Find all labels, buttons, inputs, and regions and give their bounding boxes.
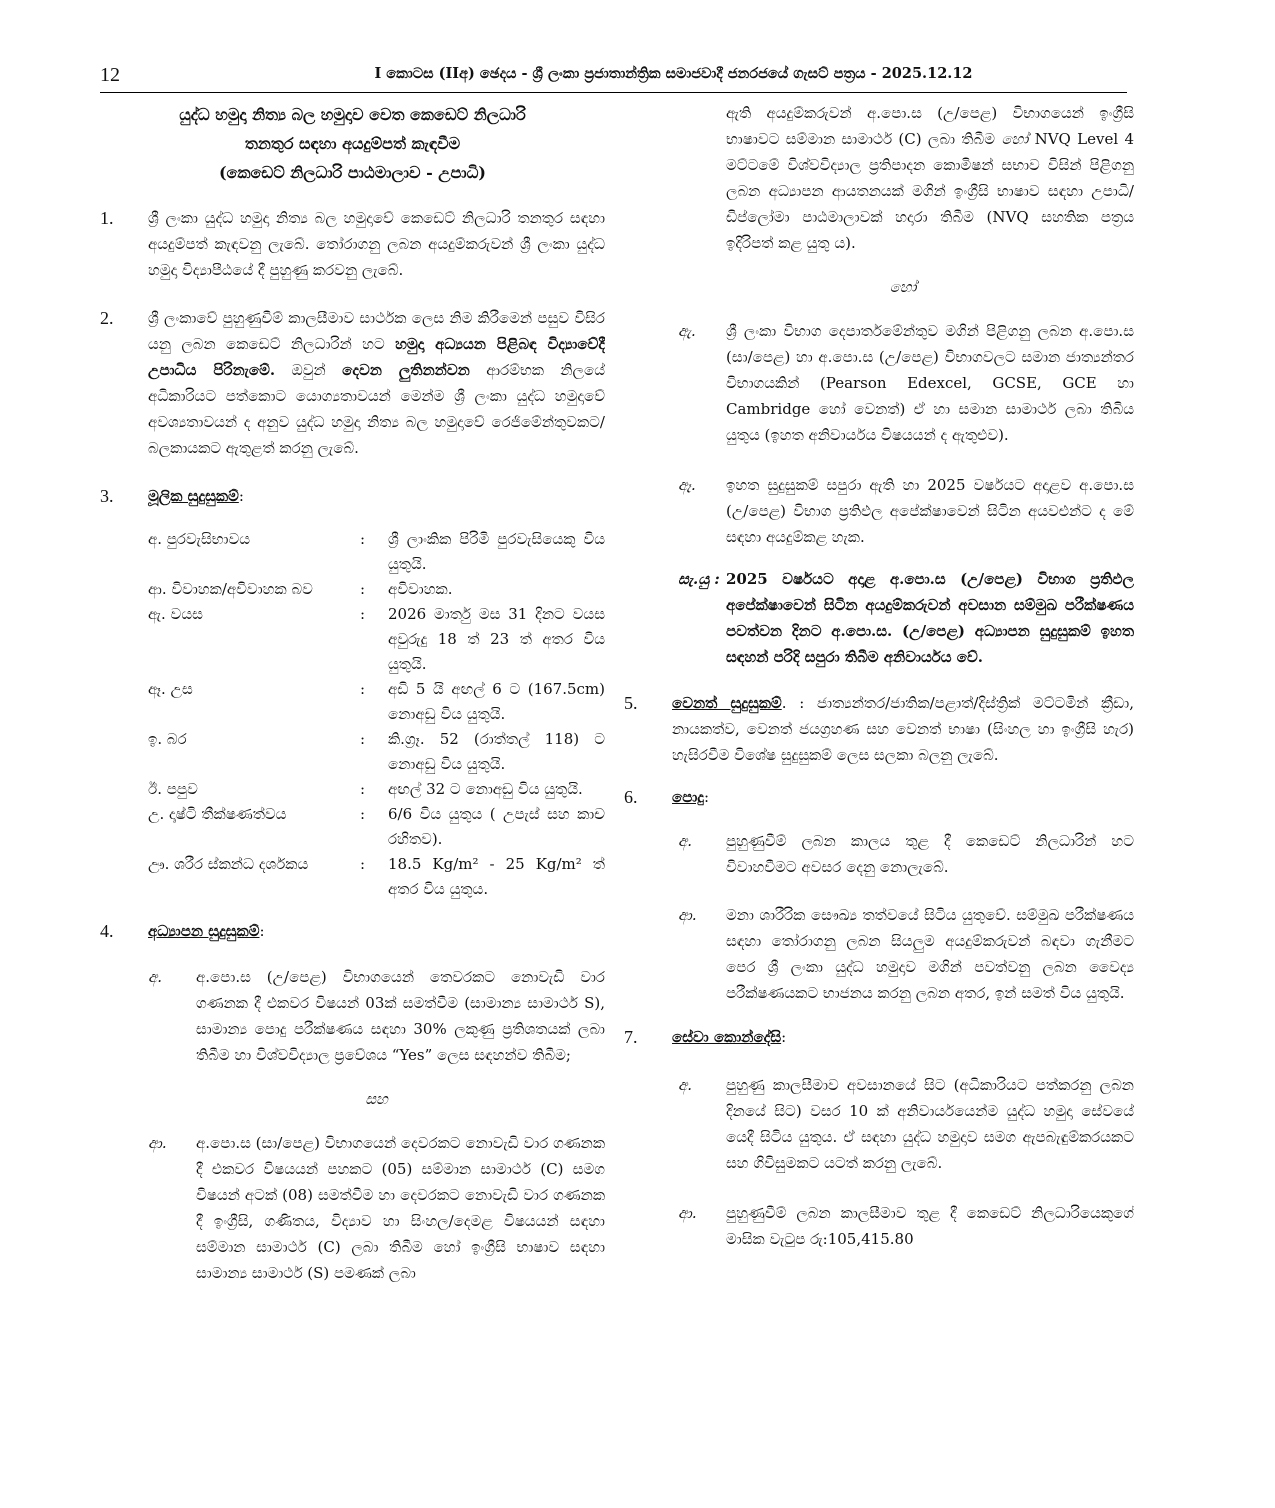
requirement-separator: : — [360, 580, 366, 598]
title-line-1: යුද්ධ හමුදා නිත්‍ය බල හමුදාව වෙත කෙඩෙට් නිලධාරි — [179, 105, 526, 124]
requirement-value: අඟල් 32 ට නොඅඩු විය යුතුයි. — [388, 780, 583, 798]
text-run: ආරම්භක නිලයේ අධිකාරියට පත්කොට යොග්‍යතාවයන් මෙන්ම ශ්‍රී ලංකා යුද්ධ හමුදාවේ අවශ්‍යතාවයන් ද අනුව යුද්ධ හමුදා නිත්‍ය බල හමුදාවේ රෙජිමේන්තුවකට/බලකායකට ඇතුළත් කරනු ලැබේ. — [148, 361, 605, 457]
conjunction-or: හෝ — [889, 278, 917, 296]
section-5 — [624, 690, 1134, 768]
sub-text: ඉහත සුදුසුකම් සපුරා ඇති හා 2025 වර්ෂයට අදාළව අ.පො.ස (උ/පෙළ) විභාග ප්‍රතිඵල අපේක්ෂාවෙන් සිටින අයවළුන්ට ද මේ සඳහා අයදුම්කළ හැක. — [726, 476, 1134, 546]
sub-label: අ. — [678, 1076, 693, 1094]
sub-text: පුහුණු කාලසීමාව අවසානයේ සිට (අධිකාරියට පත්කරනු ලබන දිනයේ සිට) වසර 10 ක් අනිවාර්යයෙන්ම යුද්ධ හමුදා සේවයේ යෙදී සිටිය යුතුය. ඒ සඳහා යුද්ධ හමුදාව සමග ඇපබැඳුම්කරයකට සහ ගිවිසුමකට යටත් කරනු ලැබේ. — [726, 1076, 1134, 1172]
requirement-separator: : — [360, 730, 366, 748]
requirement-value: ශ්‍රී ලාංකික පිරිමි පුරවැසියෙකු විය යුතුයි. — [388, 530, 605, 573]
text-run: ශ්‍රී ලංකාවේ පුහුණුවීම් කාලසීමාව සාර්ථක ලෙස නිම කිරීමෙන් පසුව විසිර යනු ලබන කෙඩෙට් නිලධාරින් හට — [148, 309, 605, 353]
sub-label: ආ. — [678, 1204, 697, 1222]
conjunction-and: සහ — [365, 1090, 388, 1108]
requirement-label: ඉ. බර — [148, 730, 187, 748]
gazette-title: I කොටස (IIඅ) ඡෙදය - ශ්‍රී ලංකා ප්‍රජාතාන්ත්‍රික සමාජවාදී ජනරජයේ ගැසට් පත්‍රය - 2025.12.12 — [374, 65, 973, 82]
sub-text: අ.පො.ස (සා/පෙළ) විභාගයෙන් දෙවරකට නොවැඩි වාර ගණනක දී එකවර විෂයයන් පහකට (05) සම්මාන සාමාර්ථ (C) සමග විෂයන් අටක් (08) සමත්වීම හා දෙවරකට නොවැඩි වාර ගණනක දී ඉංග්‍රීසි, ගණිතය, විද්‍යාව හා සිංහල/දෙමළ විෂයයන් සඳහා සම්මාන සාමාර්ථ (C) ලබා තිබීම හෝ ඉංග්‍රීසි භාෂාව සඳහා සාමාන්‍ය සාමාර්ථ (S) පමණක් ලබා — [196, 1134, 605, 1282]
requirement-label: ඇ. වයස — [148, 605, 203, 623]
sub-text: අ.පො.ස (උ/පෙළ) විභාගයෙන් තෙවරකට නොවැඩි වාර ගණනක දී එකවර විෂයන් 03ක් සමත්වීම (සාමාන්‍ය සාමාර්ථ S), සාමාන්‍ය පොදු පරීක්ෂණය සඳහා 30% ලකුණු ප්‍රතිශතයක් ලබා තිබීම හා විශ්වවිද්‍යාල ප්‍රවේශය “Yes” ලෙස සඳහන්ව තිබීම; — [196, 968, 605, 1064]
continued-text — [726, 100, 1134, 256]
section-text — [148, 305, 605, 461]
sub-item-aa — [678, 1200, 1134, 1252]
section-number: 7. — [624, 1027, 638, 1047]
sub-item-a — [678, 828, 1134, 880]
basic-requirements-table — [148, 527, 605, 902]
section-2 — [100, 305, 605, 461]
requirement-separator: : — [360, 530, 366, 548]
left-column — [100, 100, 605, 1500]
requirement-label: ඊ. පපුව — [148, 780, 198, 798]
colon: : — [238, 487, 244, 505]
colon: : — [781, 1028, 787, 1046]
heading-text: අධ්‍යාපන සුදුසුකම් — [148, 922, 260, 940]
sub-label: අ. — [148, 968, 163, 986]
sub-label: ඇ. — [678, 322, 696, 340]
heading-text: පොදු — [672, 788, 704, 806]
section-4 — [100, 918, 605, 944]
requirement-value: අවිවාහක. — [388, 580, 453, 598]
section-number: 6. — [624, 787, 638, 807]
requirement-separator: : — [360, 855, 366, 873]
requirement-row — [148, 727, 605, 777]
section-heading — [148, 918, 605, 944]
colon: : — [703, 788, 710, 806]
note-label: සැ.යු : — [678, 570, 720, 588]
requirement-label: ඈ. උස — [148, 680, 193, 698]
requirement-label: උ. දෘෂ්ටි තීක්ෂණත්වය — [148, 805, 287, 823]
requirement-row — [148, 852, 605, 902]
section-number: 5. — [624, 693, 638, 713]
requirement-separator: : — [360, 805, 366, 823]
sub-text: මනා ශාරීරික සෞඛ්‍ය තත්වයේ සිටිය යුතුවේ. සම්මුඛ පරීක්ෂණය සඳහා තෝරාගනු ලබන සියලුම අයදුම්කරුවන් බඳවා ගැනීමට පෙර ශ්‍රී ලංකා යුද්ධ හමුදාව මගින් පවත්වනු ලබන වෛද්‍ය පරීක්ෂණයකට භාජනය කරනු ලබන අතර, ඉන් සමත් විය යුතුයි. — [726, 906, 1134, 1002]
heading-text: සේවා කොන්දේසි — [672, 1028, 782, 1046]
requirement-value: 6/6 විය යුතුය ( උපැස් සහ කාච රහිතව). — [388, 805, 605, 848]
special-note — [678, 566, 1134, 670]
section-heading — [148, 483, 605, 509]
sub-item-aa — [148, 1130, 605, 1286]
requirement-row — [148, 527, 605, 577]
requirement-row — [148, 802, 605, 852]
text-run: NVQ Level 4 මට්ටමේ විශ්වවිද්‍යාල ප්‍රතිපාදන කොමිෂන් සභාව විසින් පිළිගනු ලබන අධ්‍යාපන ආයතනයක් මගින් ඉංග්‍රීසි භාෂාව සඳහා උපාධි/ ඩිප්ලෝමා පාඨමාලාවක් හදාරා තිබීම (NVQ සහතික පත්‍රය ඉදිරිපත් කළ යුතු ය). — [726, 130, 1134, 252]
section-heading — [672, 784, 1134, 810]
requirement-row — [148, 577, 605, 602]
continued-paragraph — [726, 100, 1134, 256]
colon: : — [259, 922, 265, 940]
requirement-row — [148, 777, 605, 802]
sub-label: ආ. — [678, 906, 697, 924]
page-number: 12 — [100, 64, 120, 86]
sub-text: පුහුණුවීම් ලබන කාලය තුළ දී කෙඩෙට් නිලධාරින් හට විවාහවීමට අවසර දෙනු නොලැබේ. — [726, 832, 1134, 876]
requirement-row — [148, 602, 605, 677]
requirement-value: 18.5 Kg/m² - 25 Kg/m² ත් අතර විය යුතුය. — [388, 855, 605, 898]
title-line-2: තනතුර සඳහා අයදුම්පත් කැඳවීම — [244, 134, 461, 153]
requirement-separator: : — [360, 605, 366, 623]
sub-item-ae — [678, 318, 1134, 448]
heading-text: මූලික සුදුසුකම් — [148, 487, 239, 505]
page-header — [100, 58, 1127, 93]
requirement-separator: : — [360, 680, 366, 698]
requirement-value: අඩි 5 යි අඟල් 6 ට (167.5cm) නොඅඩු විය යුතුයි. — [388, 680, 605, 723]
section-3 — [100, 483, 605, 509]
requirement-value: කි.ග්‍රෑ. 52 (රාත්තල් 118) ට නොඅඩු විය යුතුයි. — [388, 730, 605, 773]
requirement-separator: : — [360, 780, 366, 798]
section-number: 3. — [100, 486, 114, 506]
sub-item-aa — [678, 902, 1134, 1006]
note-text: 2025 වර්ෂයට අදාළ අ.පො.ස (උ/පෙළ) විභාග ප්‍රතිඵල අපේක්ෂාවෙන් සිටින අයදුම්කරුවන් අවසාන සම්මුඛ පරීක්ෂණය පවත්වන දිනට අ.පො.ස. (උ/පෙළ) අධ්‍යාපන සුදුසුකම් ඉහත සඳහන් පරිදි සපුරා තිබීම අනිවාර්යය වේ. — [726, 570, 1134, 666]
or-text: හෝ — [1001, 130, 1029, 148]
requirement-row — [148, 677, 605, 727]
section-6 — [624, 784, 1134, 810]
sub-item-a — [678, 1072, 1134, 1176]
title-line-3: (කෙඩෙට් නිලධාරි පාඨමාලාව - උපාධි) — [218, 163, 487, 182]
sub-item-aee — [678, 472, 1134, 550]
text-run: ඔවුන් — [275, 361, 343, 379]
sub-text: ශ්‍රී ලංකා විභාග දෙපාර්තමේන්තුව මගින් පිළිගනු ලබන අ.පො.ස (සා/පෙළ) හා අ.පො.ස (උ/පෙළ) විභාගවලට සමාන ජාත්‍යන්තර විභාගයකින් (Pearson Edexcel, GCSE, GCE හා Cambridge හෝ වෙනත්) ඒ හා සමාන සාමාර්ථ ලබා තිබිය යුතුය (ඉහත අනිවාර්යය විෂයයන් ද ඇතුළුව). — [726, 322, 1134, 444]
sub-label: අ. — [678, 832, 693, 850]
requirement-value: 2026 මාර්තු මස 31 දිනට වයස අවුරුදු 18 ත් 23 ත් අතර විය යුතුයි. — [388, 605, 605, 673]
heading-text: වෙනත් සුදුසුකම් — [672, 694, 782, 712]
section-7 — [624, 1024, 1134, 1050]
section-number: 1. — [100, 208, 114, 228]
text-run: . : ජාත්‍යන්තර/ජාතික/පළාත්/දිස්ත්‍රික් මට්ටමින් ක්‍රීඩා, නායකත්ව, වෙනත් ජයග්‍රහණ සහ වෙනත් භාෂා (සිංහල හා ඉංග්‍රීසි හැර) හැසිරවීම විශේෂ සුදුසුකම් ලෙස සලකා බලනු ලැබේ. — [672, 694, 1134, 764]
requirement-label: ආ. විවාහක/අවිවාහක බව — [148, 580, 313, 598]
right-column — [624, 100, 1134, 1500]
sub-text: පුහුණුවීම් ලබන කාලසීමාව තුළ දී කෙඩෙට් නිලධාරියෙකුගේ මාසික වැටුප රු:105,415.80 — [726, 1204, 1134, 1248]
section-1 — [100, 205, 605, 283]
rank-text: දෙවන ලුතිනන්වන — [342, 361, 470, 379]
text-run: ඇති අයදුම්කරුවන් අ.පො.ස (උ/පෙළ) විභාගයෙන් ඉංග්‍රීසි භාෂාවට සම්මාන සාමාර්ථ (C) ලබා තිබීම — [726, 104, 1134, 148]
degree-text: හමුදා අධ්‍යයන පිළිබඳ විද්‍යාවේදී උපාධිය පිරිනැමේ. — [148, 335, 605, 379]
section-text — [672, 690, 1134, 768]
requirement-label: අ. පුරවැසිභාවය — [148, 530, 251, 548]
sub-item-a — [148, 964, 605, 1068]
section-text: ශ්‍රී ලංකා යුද්ධ හමුදා නිත්‍ය බල හමුදාවේ කෙඩෙට් නිලධාරි තනතුර සඳහා අයදුම්පත් කැඳවනු ලැබේ. තෝරාගනු ලබන අයදුම්කරුවන් ශ්‍රී ලංකා යුද්ධ හමුදා විද්‍යාපීඨයේ දී පුහුණු කරවනු ලැබේ. — [148, 209, 605, 279]
section-number: 2. — [100, 308, 114, 328]
section-heading — [672, 1024, 1134, 1050]
notice-title — [100, 100, 605, 187]
sub-label: ආ. — [148, 1134, 167, 1152]
requirement-label: ඌ. ශරීර ස්කන්ධ දර්ශකය — [148, 855, 309, 873]
sub-label: ඈ. — [678, 476, 696, 494]
section-number: 4. — [100, 921, 114, 941]
